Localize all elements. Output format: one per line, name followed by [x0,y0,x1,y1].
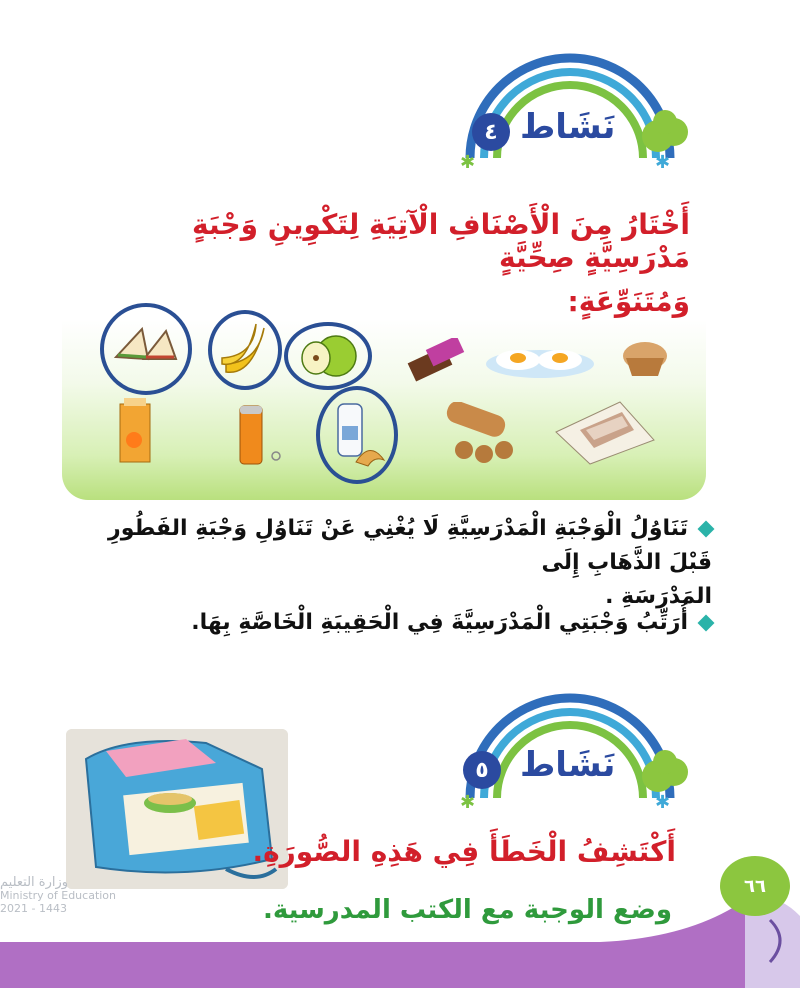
bullet-diamond-icon [698,521,715,538]
circled-sandwich[interactable] [100,303,192,395]
activity-number-badge: ٥ [463,751,501,789]
soda-can-icon [232,402,288,468]
chocolate-icon [404,338,470,386]
apple-icon [288,326,368,386]
bullet-diamond-icon [698,615,715,632]
rainbow-icon [440,28,700,178]
cake-icon [550,394,660,466]
rainbow-icon [440,668,700,818]
ministry-year: 2021 - 1443 [0,902,67,915]
circled-apple[interactable] [284,322,372,390]
activity-title: نَشَاط [520,107,616,147]
sandwich-icon [104,307,188,391]
juice-box-icon [116,396,158,464]
svg-text:✱: ✱ [460,152,476,173]
svg-text:✱: ✱ [655,792,671,813]
footer-wave [0,880,800,988]
bullet-item-1: تَنَاوُلُ الْوَجْبَةِ الْمَدْرَسِيَّةِ لَا يُغْنِي عَنْ تَنَاوُلِ وَجْبَةِ الفَطُورِ قَبْلَ الذَّهَابِ إِلَى المَدْرَسَةِ . [72,512,712,614]
ministry-name-ar: وزارة التعليم [0,875,69,890]
fried-eggs-icon [484,342,596,382]
muffin-icon [618,338,672,380]
cookies-icon [438,402,530,464]
food-options-panel [62,320,706,500]
svg-text:✱: ✱ [460,792,476,813]
milk-croissant-icon [320,390,394,480]
banana-icon [212,314,278,386]
page-number-badge: ٦٦ [720,856,790,916]
svg-text:✱: ✱ [655,152,671,173]
instruction-line-1: أَخْتَارُ مِنَ الْأَصْنَافِ الْآتِيَةِ لِتَكْوِينِ وَجْبَةٍ مَدْرَسِيَّةٍ صِحِّيَّةٍ [192,208,690,274]
activity-number-badge: ٤ [472,113,510,151]
bullet-item-2: أُرَتِّبُ وَجْبَتِي الْمَدْرَسِيَّةَ فِي الْحَقِيبَةِ الْخَاصَّةِ بِهَا. [72,606,712,640]
ministry-name-en: Ministry of Education [0,889,117,902]
circled-milk-croissant[interactable] [316,386,398,484]
activity-title: نَشَاط [520,745,616,785]
answer-text: وضع الوجبة مع الكتب المدرسية. [262,895,672,925]
circled-banana[interactable] [208,310,282,390]
instruction-2: أَكْتَشِفُ الْخَطَأَ فِي هَذِهِ الصُّورَةِ. [252,835,676,868]
instruction-line-2: وَمُتَنَوِّعَةٍ: [567,285,690,318]
